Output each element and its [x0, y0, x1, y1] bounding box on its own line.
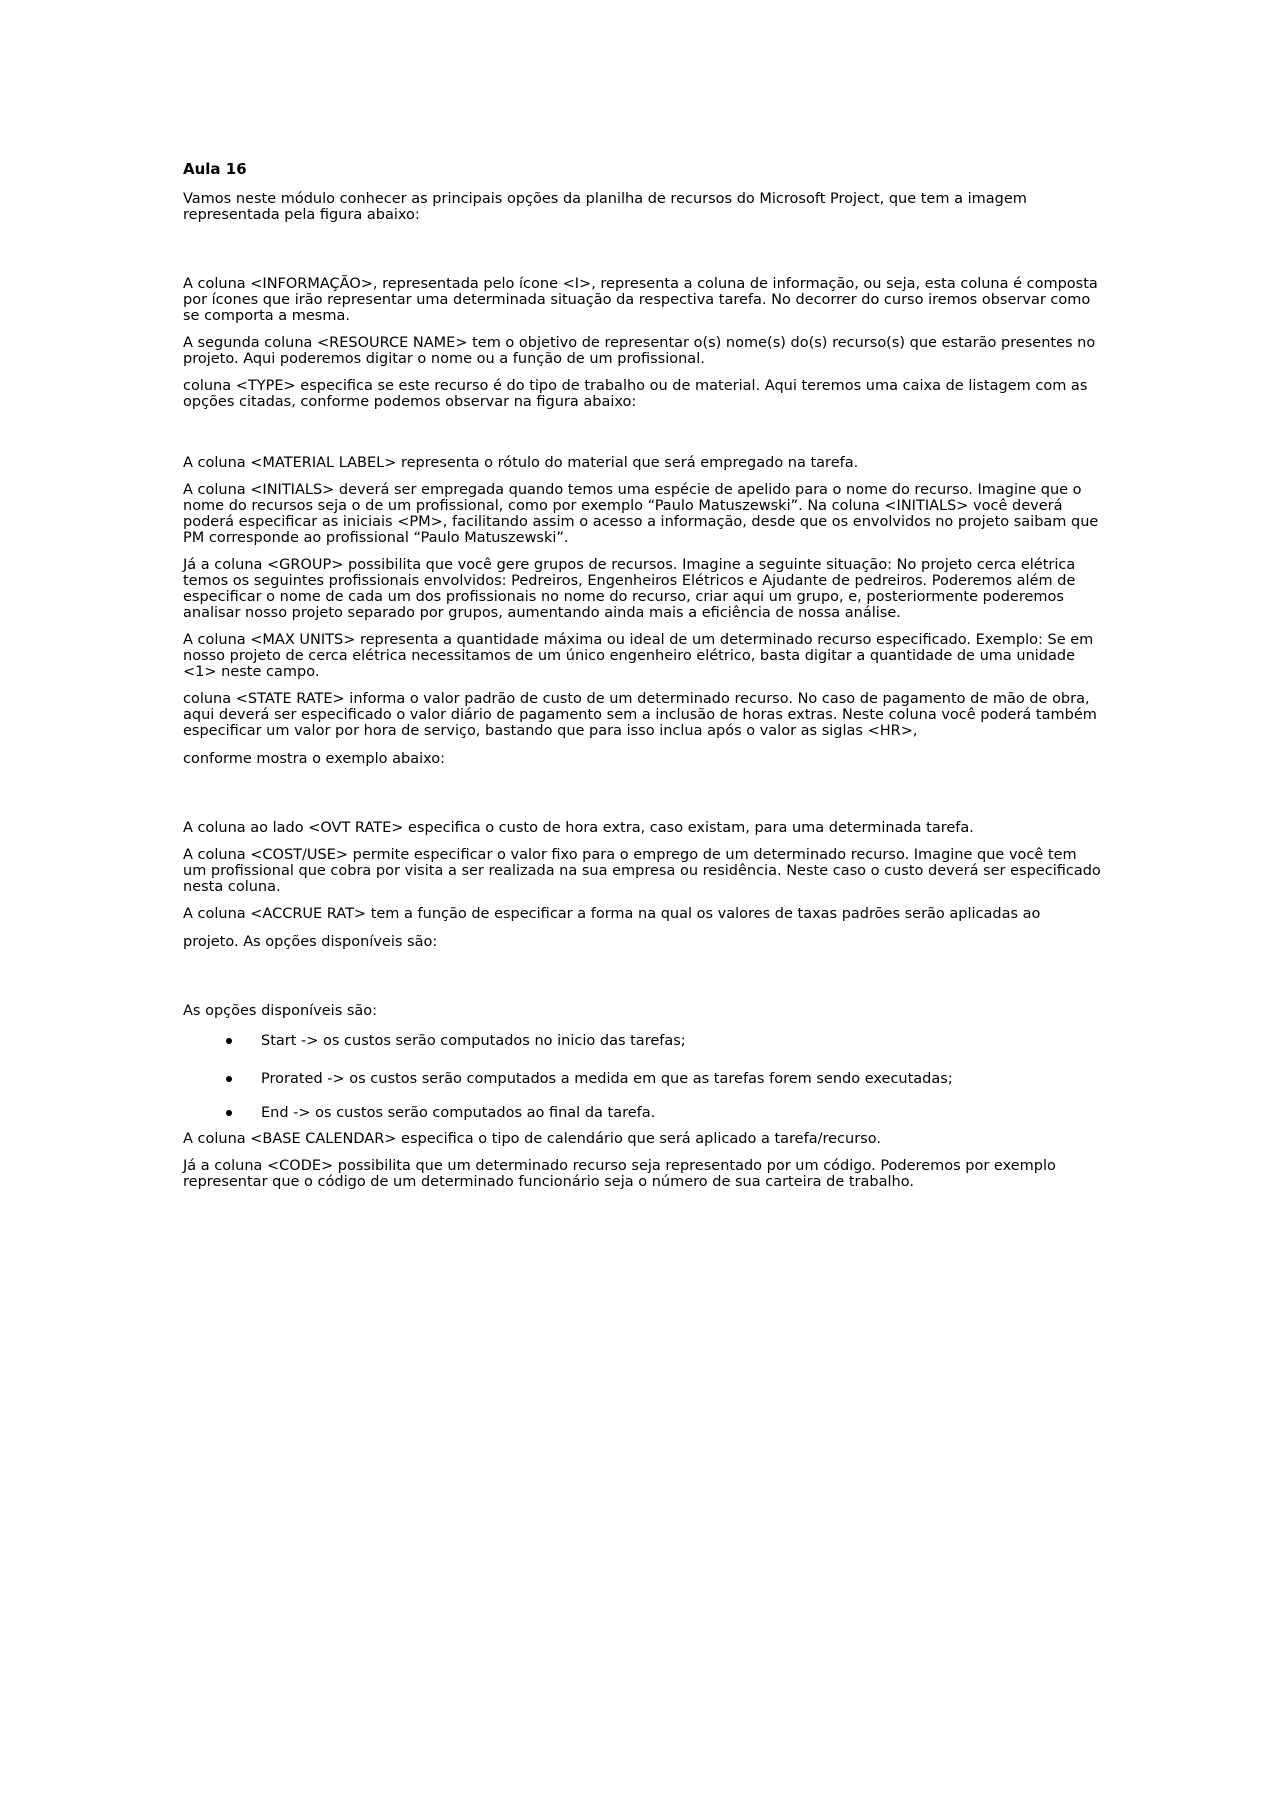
intro-paragraph: Vamos neste módulo conhecer as principais opções da planilha de recursos do Microsoft Project, que tem a imagem representada pela figura abaixo:	[183, 191, 1027, 223]
paragraph-initials: A coluna <INITIALS> deverá ser empregada quando temos uma espécie de apelido para o nome do recurso. Imagine que o nome do recursos seja o de um profissional, como por exemplo “Paulo Matuszewski”. Na coluna <INITIALS> você deverá poderá especificar as iniciais <PM>, facilitando assim o acesso a informação, desde que os envolvidos no projeto saibam que PM corresponde ao profissional “Paulo Matuszewski”.	[183, 482, 1099, 546]
list-item-text: Prorated -> os custos serão computados a medida em que as tarefas forem sendo executadas;	[261, 1071, 953, 1087]
list-item-text: End -> os custos serão computados ao final da tarefa.	[261, 1105, 656, 1121]
figure-placeholder	[183, 961, 1103, 1003]
paragraph-max-units: A coluna <MAX UNITS> representa a quantidade máxima ou ideal de um determinado recurso especificado. Exemplo: Se em nosso projeto de cerca elétrica necessitamos de um único engenheiro elétrico, basta digitar a quantidade de uma unidade <1> neste campo.	[183, 632, 1094, 680]
paragraph-accrue-rat-end: projeto. As opções disponíveis são:	[183, 934, 438, 950]
list-item-text: Start -> os custos serão computados no inicio das tarefas;	[261, 1033, 686, 1049]
options-list	[183, 1033, 1103, 1121]
figure-placeholder	[183, 234, 1103, 276]
document-page	[183, 161, 1103, 1201]
options-heading: As opções disponíveis são:	[183, 1003, 378, 1019]
list-item	[183, 1033, 1103, 1049]
page-title: Aula 16	[183, 160, 247, 178]
paragraph-resource-name: A segunda coluna <RESOURCE NAME> tem o objetivo de representar o(s) nome(s) do(s) recurso(s) que estarão presentes no projeto. Aqui poderemos digitar o nome ou a função de um profissional.	[183, 335, 1096, 367]
paragraph-material-label: A coluna <MATERIAL LABEL> representa o rótulo do material que será empregado na tarefa.	[183, 455, 859, 471]
list-item	[183, 1071, 1103, 1087]
paragraph-cost-use: A coluna <COST/USE> permite especificar o valor fixo para o emprego de um determinado recurso. Imagine que você tem um profissional que cobra por visita a ser realizada na sua empresa ou residência. Neste caso o custo deverá ser especificado nesta coluna.	[183, 847, 1101, 895]
paragraph-code: Já a coluna <CODE> possibilita que um determinado recurso seja representado por um código. Poderemos por exemplo representar que o código de um determinado funcionário seja o número de sua carteira de trabalho.	[183, 1158, 1056, 1190]
bullet-icon	[226, 1076, 232, 1082]
paragraph-ovt-rate: A coluna ao lado <OVT RATE> especifica o custo de hora extra, caso existam, para uma determinada tarefa.	[183, 820, 974, 836]
bullet-icon	[226, 1110, 232, 1116]
paragraph-group: Já a coluna <GROUP> possibilita que você gere grupos de recursos. Imagine a seguinte situação: No projeto cerca elétrica temos os seguintes profissionais envolvidos: Pedreiros, Engenheiros Elétricos e Ajudante de pedreiros. Poderemos além de especificar o nome de cada um dos profissionais no nome do recurso, criar aqui um grupo, e, posteriormente poderemos analisar nosso projeto separado por grupos, aumentando ainda mais a eficiência de nossa análise.	[183, 557, 1076, 621]
paragraph-type: coluna <TYPE> especifica se este recurso é do tipo de trabalho ou de material. Aqui teremos uma caixa de listagem com as opções citadas, conforme podemos observar na figura abaixo:	[183, 378, 1088, 410]
paragraph-state-rate: coluna <STATE RATE> informa o valor padrão de custo de um determinado recurso. No caso de pagamento de mão de obra, aqui deverá ser especificado o valor diário de pagamento sem a inclusão de horas extras. Neste coluna você poderá também especificar um valor por hora de serviço, bastando que para isso inclua após o valor as siglas <HR>,	[183, 691, 1097, 739]
figure-placeholder	[183, 778, 1103, 820]
paragraph-informacao: A coluna <INFORMAÇÃO>, representada pelo ícone <I>, representa a coluna de informação, ou seja, esta coluna é composta por ícones que irão representar uma determinada situação da respectiva tarefa. No decorrer do curso iremos observar como se comporta a mesma.	[183, 276, 1098, 324]
bullet-icon	[226, 1038, 232, 1044]
paragraph-accrue-rat: A coluna <ACCRUE RAT> tem a função de especificar a forma na qual os valores de taxas padrões serão aplicadas ao	[183, 906, 1041, 922]
list-item	[183, 1105, 1103, 1121]
figure-placeholder	[183, 421, 1103, 455]
paragraph-base-calendar: A coluna <BASE CALENDAR> especifica o tipo de calendário que será aplicado a tarefa/recurso.	[183, 1131, 881, 1147]
paragraph-state-rate-end: conforme mostra o exemplo abaixo:	[183, 751, 445, 767]
